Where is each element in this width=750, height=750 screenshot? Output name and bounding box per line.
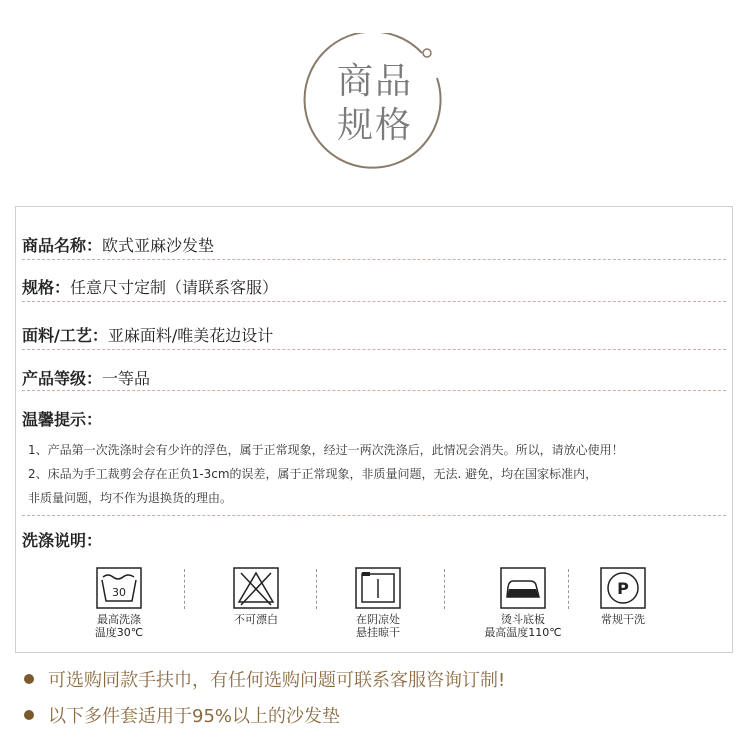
wash-30-caption-1: 最高洗涤 xyxy=(97,613,141,626)
tips-label: 温馨提示： xyxy=(22,410,103,429)
spec-row-material xyxy=(22,323,726,346)
bullet-dot-icon xyxy=(24,710,34,720)
spec-row-name xyxy=(22,233,726,256)
dry-clean-item xyxy=(578,567,668,626)
iron-caption-1: 烫斗底板 xyxy=(501,613,545,626)
no-bleach-caption: 不可漂白 xyxy=(234,613,278,626)
divider xyxy=(22,259,726,260)
badge-line-1: 商品 xyxy=(336,61,413,102)
wash-heading xyxy=(22,528,726,551)
spec-size-value: 任意尺寸定制（请联系客服） xyxy=(70,278,279,297)
shade-dry-icon xyxy=(355,567,401,609)
spec-material-label: 面料/工艺： xyxy=(22,326,108,345)
shade-dry-caption-2: 悬挂晾干 xyxy=(356,626,400,639)
wash-30-caption-2: 温度30℃ xyxy=(94,626,144,639)
no-bleach-icon xyxy=(233,567,279,609)
tip-2: 2、床品为手工裁剪会存在正负1-3cm的误差，属于正常现象，非质量问题，无法. 避免，均在国家标准内， xyxy=(28,467,598,481)
footer-text-1: 可选购同款手扶巾，有任何选购问题可联系客服咨询订制! xyxy=(48,670,506,691)
spec-badge xyxy=(300,33,450,183)
iron-item xyxy=(478,567,568,639)
shade-dry-caption-1: 在阴凉处 xyxy=(356,613,400,626)
divider xyxy=(22,301,726,302)
icon-divider xyxy=(568,569,569,609)
spec-card xyxy=(15,206,733,653)
footer-line-2 xyxy=(24,702,340,728)
spec-name-value: 欧式亚麻沙发垫 xyxy=(102,236,215,255)
dry-clean-letter: P xyxy=(617,579,629,598)
footer-text-2: 以下多件套适用于95%以上的沙发垫 xyxy=(48,706,341,727)
spec-grade-value: 一等品 xyxy=(102,369,151,388)
spec-material-value: 亚麻面料/唯美花边设计 xyxy=(107,326,274,345)
divider xyxy=(22,390,726,391)
wash-30-item xyxy=(74,567,164,639)
tip-1: 1、产品第一次洗涤时会有少许的浮色，属于正常现象，经过一两次洗涤后，此情况会消失。所以，请放心使用！ xyxy=(28,443,624,457)
bullet-dot-icon xyxy=(24,674,34,684)
icon-divider xyxy=(444,569,445,609)
footer-line-1 xyxy=(24,666,505,692)
wash-temp-number: 30 xyxy=(112,586,126,599)
divider xyxy=(22,349,726,350)
wash-label: 洗涤说明： xyxy=(22,531,103,550)
spec-row-size xyxy=(22,275,726,298)
icon-divider xyxy=(184,569,185,609)
spec-size-label: 规格： xyxy=(22,278,71,297)
icon-divider xyxy=(316,569,317,609)
dry-clean-caption: 常规干洗 xyxy=(601,613,645,626)
iron-caption-2: 最高温度110℃ xyxy=(484,626,562,639)
wash-30-icon xyxy=(96,567,142,609)
spec-name-label: 商品名称： xyxy=(22,236,103,255)
dry-clean-icon xyxy=(600,567,646,609)
iron-icon xyxy=(500,567,546,609)
badge-line-2: 规格 xyxy=(336,105,413,146)
tip-3: 非质量问题，均不作为退换货的理由。 xyxy=(28,491,233,505)
no-bleach-item xyxy=(211,567,301,626)
spec-grade-label: 产品等级： xyxy=(22,369,103,388)
tips-heading xyxy=(22,407,726,430)
shade-dry-item xyxy=(333,567,423,639)
spec-row-grade xyxy=(22,366,726,389)
divider xyxy=(22,515,726,516)
